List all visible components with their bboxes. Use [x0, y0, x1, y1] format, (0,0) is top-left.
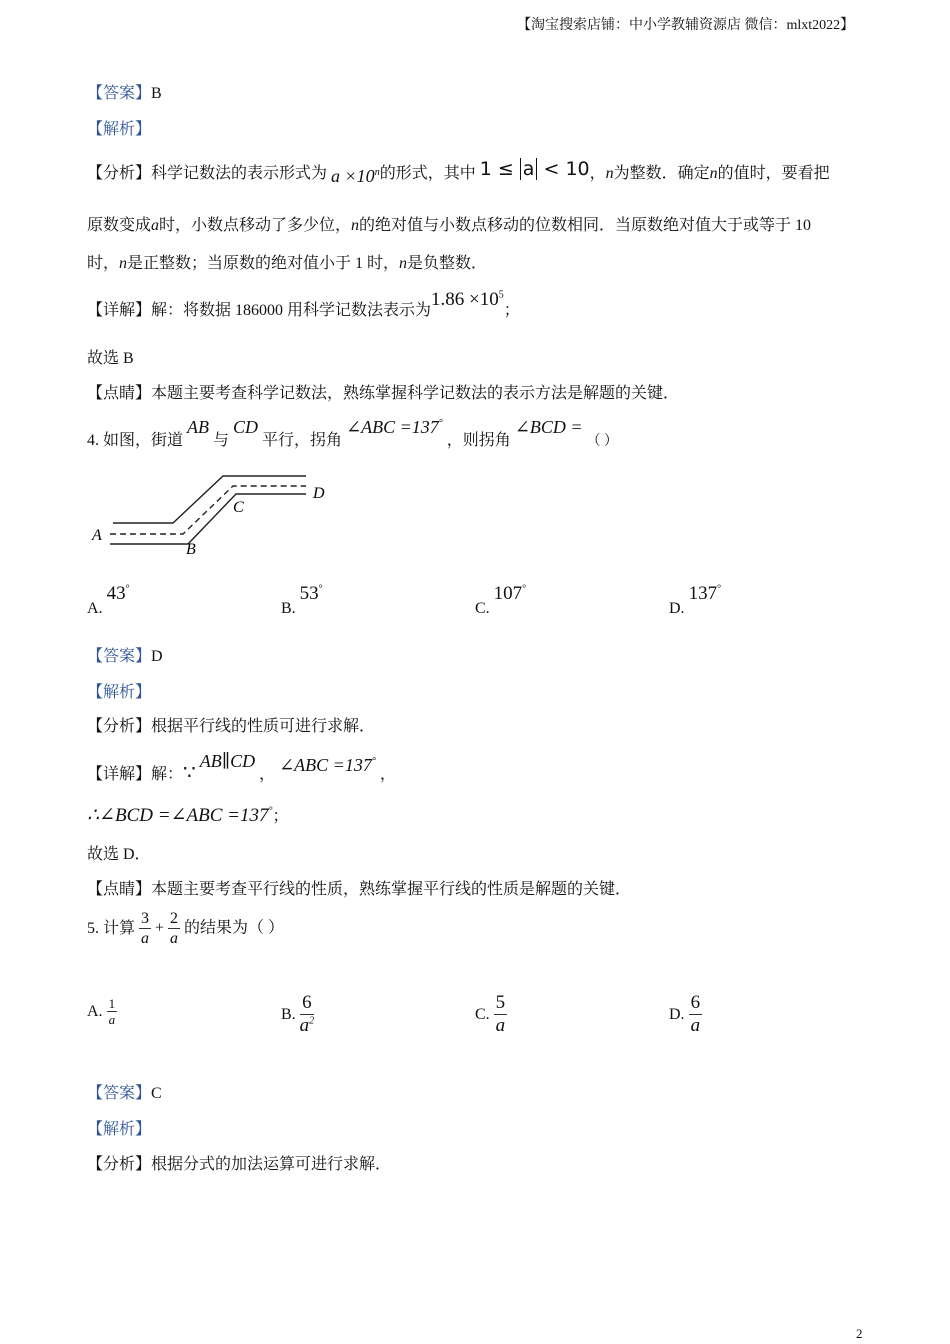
fraction-2-over-a: $\frac{2}{a}$ [170, 910, 179, 947]
q3-analysis-tag: 【解析】 [87, 121, 152, 138]
q5-stem: 5. 计算 $\frac{3}{a}$ + $\frac{2}{a}$ 的结果为（ ） [87, 910, 285, 947]
q3-choice-line: 故选 B [87, 350, 134, 367]
figure-label-C: C [233, 499, 244, 516]
fenxi-text: 科学记数法的表示形式为 [151, 165, 328, 182]
page-number: 2 [856, 1326, 863, 1341]
sci-notation-result: $1.86 \times 10^5$ [431, 289, 504, 310]
q5-option-d: D. $\frac{6}{a}$ [669, 992, 701, 1036]
q3-answer-line [87, 80, 162, 103]
q3-xiangjie-line: 【详解】解：将数据 186000 用科学记数法表示为$1.86 \times 10^5$； [87, 289, 520, 319]
q3-fenxi-line3: 时，n是正整数；当原数的绝对值小于 1 时，n是负整数． [87, 255, 488, 272]
q3-dianjing-line: 【点睛】本题主要考查科学记数法，熟练掌握科学记数法的表示方法是解题的关键． [87, 385, 680, 402]
q4-answer-line: 【答案】D [87, 648, 163, 665]
q4-option-b: B. 53° [281, 583, 323, 617]
fenxi-tag: 【分析】 [87, 165, 152, 182]
q5-answer-line: 【答案】C [87, 1085, 162, 1102]
fenxi-text: 的形式，其中 [379, 165, 476, 182]
q5-analysis-tag: 【解析】 [87, 1121, 152, 1138]
sci-notation-formula: $a \times 10^n$ [331, 166, 380, 186]
given-angle: ∠ABC =137° [279, 755, 376, 775]
segment-CD: CD [233, 417, 259, 437]
q4-stem: 4. 如图，街道 AB 与 CD 平行，拐角 ∠ABC =137° ，则拐角 ∠BCD = （ ） [87, 417, 619, 449]
q5-option-a: A. $\frac{1}{a}$ [87, 996, 116, 1028]
q5-option-c: C. $\frac{5}{a}$ [475, 992, 506, 1036]
q3-fenxi-line1: 【分析】科学记数法的表示形式为 $a \times 10^n$的形式，其中 1 ≤ a < 10，n为整数．确定n的值时，要看把 [87, 158, 830, 186]
segment-AB: AB [187, 417, 210, 437]
q4-choice-line: 故选 D． [87, 846, 151, 863]
parallel-statement: AB∥CD [199, 751, 256, 771]
q4-option-c: C. 107° [475, 583, 527, 617]
q4-xiangjie-line: 【详解】解：∵ AB∥CD ， ∠ABC =137° ， [87, 751, 396, 784]
q4-option-d: D. 137° [669, 583, 722, 617]
figure-label-D: D [313, 485, 325, 502]
q4-dianjing-line: 【点睛】本题主要考查平行线的性质，熟练掌握平行线的性质是解题的关键． [87, 881, 632, 898]
street-figure [88, 468, 338, 560]
q4-analysis-tag: 【解析】 [87, 684, 152, 701]
abs-inequality: 1 ≤ a < 10 [479, 158, 590, 180]
q5-fenxi-line: 【分析】根据分式的加法运算可进行求解． [87, 1156, 392, 1173]
q4-option-a: A. 43° [87, 583, 130, 617]
angle-BCD: ∠BCD = [514, 417, 583, 437]
figure-label-A: A [92, 527, 102, 544]
fraction-3-over-a: $\frac{3}{a}$ [141, 910, 150, 947]
figure-label-B: B [186, 541, 196, 558]
angle-ABC: ∠ABC =137° [346, 417, 443, 437]
answer-tag: 【答案】 [87, 85, 152, 102]
q4-therefore-line: ∴∠BCD =∠ABC =137°； [87, 805, 289, 826]
answer-value: B [151, 85, 162, 102]
page-header: 【淘宝搜索店铺：中小学教辅资源店 微信：mlxt2022】 [517, 18, 855, 33]
q3-fenxi-line2: 原数变成a时，小数点移动了多少位，n的绝对值与小数点移动的位数相同．当原数绝对值大于或等于 10 [87, 217, 812, 234]
q4-fenxi-line: 【分析】根据平行线的性质可进行求解． [87, 718, 376, 735]
q5-option-b: B. $\frac{6}{a^2}$ [281, 992, 315, 1036]
